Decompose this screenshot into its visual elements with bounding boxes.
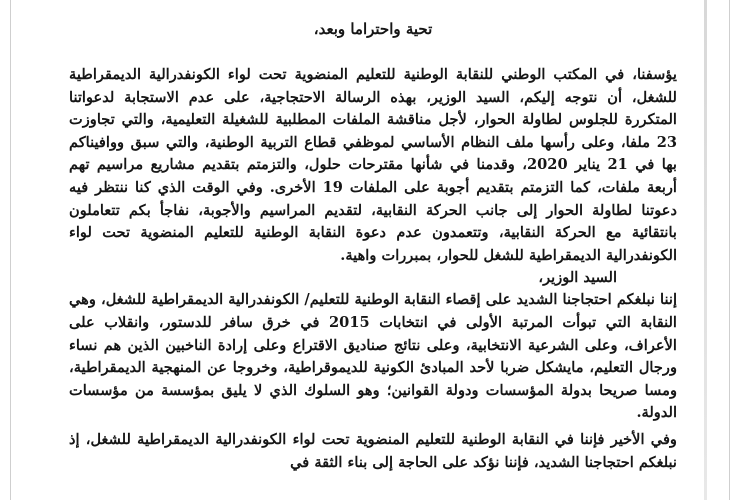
letter-salutation: تحية واحتراما وبعد، bbox=[313, 20, 433, 38]
paragraph-protest: إننا نبلغكم احتجاجنا الشديد على إقصاء النقابة الوطنية للتعليم/ الكونفدرالية الديمقراطية للشغل، وهي النقابة التي تبوأت المرتبة الأولى في انتخابات 2015 في خرق سافر للدستور، وانقلاب على الأعراف، وعلى الشرعية الانتخابية، وعلى نتائج صناديق الاقتراع وعلى إرادة الناخبين الذين هم نساء ورجال التعليم، مايشكل ضربا لأحد المبادئ الكونية للديموقراطية، وخروجا عن المنهجية الديمقراطية، ومسا صريحا بدولة المؤسسات ودولة القوانين؛ وهو السلوك الذي لا يليق بمؤسسة من مؤسسات الدولة. bbox=[69, 291, 677, 422]
scanned-page bbox=[10, 0, 730, 500]
paragraph-conclusion: وفي الأخير فإننا في النقابة الوطنية للتعليم المنضوية تحت لواء الكونفدرالية الديمقراطية للشغل، إذ نبلغكم احتجاجنا الشديد، فإننا نؤكد على الحاجة إلى بناء الثقة في bbox=[69, 430, 677, 471]
scan-edge bbox=[704, 0, 707, 500]
letter-body bbox=[69, 6, 677, 474]
address-minister: السيد الوزير، bbox=[538, 269, 617, 287]
paragraph-complaint: يؤسفنا، في المكتب الوطني للنقابة الوطنية للتعليم المنضوية تحت لواء الكونفدرالية الديمقراطية للشغل، أن نتوجه إليكم، السيد الوزير، بهذه الرسالة الاحتجاجية، على عدم الاستجابة لدعواتنا المتكررة للجلوس لطاولة الحوار، لأجل مناقشة الملفات المطلبية للشغيلة التعليمية، والتي تجاوزت 23 ملفا، وعلى رأسها ملف النظام الأساسي لموظفي قطاع التربية الوطنية، والتي سبق ووافيناكم بها في 21 يناير 2020، وقدمنا في شأنها مقترحات حلول، والتزمتم بتقديم مشاريع مراسيم تهم أربعة ملفات، كما التزمتم بتقديم أجوبة على الملفات 19 الأخرى. وفي الوقت الذي كنا ننتظر فيه دعوتنا لطاولة الحوار إلى جانب الحركة النقابية، لتقديم المراسيم والأجوبة، نفاجأ بكم تتعاملون بانتقائية مع الحركة النقابية، وتتعمدون عدم دعوة النقابة الوطنية للتعليم المنضوية تحت لواء الكونفدرالية الديمقراطية للشغل للحوار، بمبررات واهية. bbox=[69, 66, 677, 264]
